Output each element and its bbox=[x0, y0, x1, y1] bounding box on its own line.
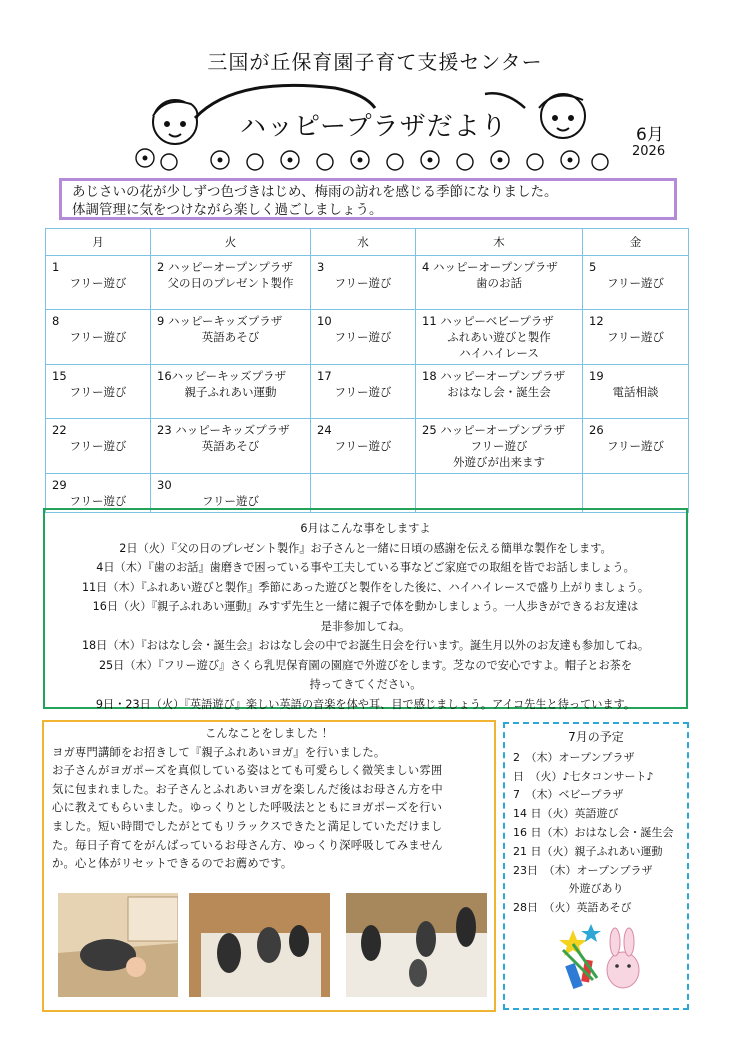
calendar-event: フリー遊び bbox=[69, 276, 127, 290]
july-item: 16 日（木）おはなし会・誕生会 bbox=[513, 825, 674, 839]
calendar-day-cell bbox=[583, 256, 689, 310]
calendar-day-cell bbox=[46, 474, 151, 513]
calendar-week-row bbox=[46, 474, 689, 513]
calendar-day-cell bbox=[583, 419, 689, 474]
calendar-day-heading: 18 ハッピーオープンプラザ bbox=[422, 369, 566, 383]
calendar-day-cell bbox=[583, 365, 689, 419]
month-label: 6月 bbox=[636, 125, 664, 145]
calendar-week-row bbox=[46, 365, 689, 419]
calendar-day-cell bbox=[46, 365, 151, 419]
calendar-event: フリー遊び bbox=[606, 276, 665, 290]
calendar-day-cell bbox=[151, 310, 311, 365]
calendar-day-heading: 5 bbox=[589, 260, 597, 274]
calendar-day-heading: 26 bbox=[589, 423, 604, 437]
calendar-event: 英語あそび bbox=[201, 330, 260, 344]
calendar-event: フリー遊び bbox=[606, 330, 665, 344]
july-item: 21 日（火）親子ふれあい運動 bbox=[513, 844, 663, 858]
calendar-event: 外遊びが出来ます bbox=[453, 455, 545, 469]
calendar-day-cell bbox=[311, 474, 416, 513]
july-title: 7月の予定 bbox=[568, 730, 624, 744]
calendar-day-cell bbox=[151, 419, 311, 474]
report-title: こんなことをしました ！ bbox=[205, 727, 333, 740]
calendar-day-cell bbox=[416, 474, 583, 513]
calendar-day-heading: 8 bbox=[52, 314, 60, 328]
plan-item: 16日（火）『親子ふれあい運動』みすず先生と一緒に親子で体を動かしましょう。一人歩きができるお友達は bbox=[92, 600, 639, 613]
plan-item: 18日（木）『おはなし会・誕生会』おはなし会の中でお誕生日会を行います。誕生月以外のお友達も参加してね。 bbox=[81, 639, 650, 652]
plan-item: 9日・23日（火）『英語遊び』楽しい英語の音楽を体や耳、目で感じましょう。アイコ先生と待っています。 bbox=[95, 697, 636, 711]
calendar-event: フリー遊び bbox=[69, 385, 127, 399]
yoga-photo bbox=[346, 893, 487, 997]
july-item: 23日 （木）オープンプラザ bbox=[513, 863, 653, 877]
calendar-day-heading: 3 bbox=[317, 260, 325, 274]
plan-item-continuation: 是非参加してね。 bbox=[320, 619, 411, 633]
greeting-box bbox=[59, 178, 677, 220]
calendar-day-heading: 17 bbox=[317, 369, 332, 383]
plan-item-continuation: 持ってきてください。 bbox=[309, 678, 422, 691]
calendar-day-cell bbox=[311, 256, 416, 310]
yoga-photo bbox=[189, 893, 330, 997]
june-plans-box bbox=[43, 508, 688, 709]
calendar-event: フリー遊び bbox=[606, 439, 665, 453]
calendar-day-heading: 9 ハッピーキッズプラザ bbox=[157, 314, 283, 328]
calendar-day-cell bbox=[416, 419, 583, 474]
calendar-header: 金 bbox=[583, 229, 689, 256]
calendar-event: フリー遊び bbox=[69, 330, 127, 344]
calendar-event: フリー遊び bbox=[69, 439, 127, 453]
july-schedule-box bbox=[503, 722, 689, 1010]
newsletter-title: ハッピープラザだより bbox=[240, 112, 508, 142]
calendar-day-cell bbox=[416, 256, 583, 310]
calendar-day-cell bbox=[583, 310, 689, 365]
calendar-day-heading: 22 bbox=[52, 423, 67, 437]
calendar-day-heading: 11 ハッピーベビープラザ bbox=[422, 314, 554, 328]
yoga-photo bbox=[58, 893, 178, 997]
calendar-day-heading: 4 ハッピーオープンプラザ bbox=[422, 260, 558, 274]
calendar-day-cell bbox=[46, 419, 151, 474]
org-name: 三国が丘保育園子育て支援センター bbox=[207, 50, 543, 74]
calendar-week-row bbox=[46, 419, 689, 474]
plan-item: 11日（木）『ふれあい遊びと製作』季節にあった遊びと製作をした後に、ハイハイレースで盛り上がりましょう。 bbox=[81, 580, 650, 594]
july-item: 28日 （火）英語あそび bbox=[513, 901, 632, 915]
calendar-header: 火 bbox=[151, 229, 311, 256]
calendar-day-heading: 29 bbox=[52, 478, 67, 492]
calendar-day-cell bbox=[311, 419, 416, 474]
calendar-event: 歯のお話 bbox=[476, 276, 522, 290]
calendar-event: フリー遊び bbox=[334, 330, 392, 344]
calendar-day-cell bbox=[311, 310, 416, 365]
calendar-day-heading: 2 ハッピーオープンプラザ bbox=[157, 260, 293, 274]
greeting-line: 体調管理に気をつけながら楽しく過ごしましょう。 bbox=[72, 202, 383, 218]
july-item: 7 （木）ベビープラザ bbox=[513, 788, 624, 802]
calendar-day-cell bbox=[583, 474, 689, 513]
plan-item: 2日（火）『父の日のプレゼント製作』お子さんと一緒に日頃の感謝を伝える簡単な製作をします。 bbox=[119, 541, 612, 555]
calendar-day-cell bbox=[151, 365, 311, 419]
calendar-event: 親子ふれあい運動 bbox=[184, 385, 277, 399]
calendar-day-heading: 25 ハッピーオープンプラザ bbox=[422, 423, 566, 437]
greeting-line: あじさいの花が少しずつ色づきはじめ、梅雨の訪れを感じる季節になりました。 bbox=[72, 184, 558, 200]
june-plans-title: 6月はこんな事をしますよ bbox=[300, 522, 431, 535]
calendar-day-cell bbox=[46, 310, 151, 365]
july-item: 外遊びあり bbox=[568, 882, 624, 896]
calendar-event: フリー遊び bbox=[334, 439, 392, 453]
calendar-day-cell bbox=[311, 365, 416, 419]
calendar-event: フリー遊び bbox=[69, 494, 127, 508]
calendar-week-row bbox=[46, 256, 689, 310]
calendar-table bbox=[45, 228, 689, 513]
calendar-day-heading: 1 bbox=[52, 260, 60, 274]
calendar-event: おはなし会・誕生会 bbox=[447, 385, 551, 399]
calendar-header: 水 bbox=[311, 229, 416, 256]
report-body: ヨガ専門講師をお招きして『親子ふれあいヨガ』を行いました。 お子さんがヨガポーズを真似している姿はとても可愛らしく微笑ましい雰囲 気に包まれました。お子さんとふれあいヨガを楽しんだ後はお母さん方を中 心に教えてもらいました。ゆっくりとした呼吸法とともにヨガポーズを行い ました。短い時間でしたがとてもリラックスできたと満足していただけまし た。毎日子育てをがんばっているお母さん方、ゆっくり深呼吸してみません か。心と体がリセットできるのでお薦めです。 bbox=[52, 745, 443, 871]
calendar-day-heading: 19 bbox=[589, 369, 604, 383]
calendar-day-cell bbox=[416, 365, 583, 419]
year-label: 2026 bbox=[632, 144, 666, 159]
flower-border bbox=[136, 149, 608, 170]
calendar-day-cell bbox=[151, 256, 311, 310]
calendar-day-heading: 15 bbox=[52, 369, 67, 383]
calendar-day-heading: 10 bbox=[317, 314, 332, 328]
calendar-day-heading: 30 bbox=[157, 478, 172, 492]
calendar-day-heading: 16ハッピーキッズプラザ bbox=[157, 369, 286, 383]
calendar-day-heading: 12 bbox=[589, 314, 604, 328]
july-item: 2 （木）オープンプラザ bbox=[513, 750, 635, 764]
calendar-header: 月 bbox=[46, 229, 151, 256]
calendar-day-heading: 23 ハッピーキッズプラザ bbox=[157, 423, 290, 437]
calendar-day-cell bbox=[46, 256, 151, 310]
july-item: 日 （火）♪七タコンサート♪ bbox=[513, 769, 654, 783]
tanabata-rabbit-illustration bbox=[553, 920, 649, 996]
calendar-event: ふれあい遊びと製作 bbox=[447, 330, 551, 344]
calendar-week-row bbox=[46, 310, 689, 365]
calendar-day-cell bbox=[151, 474, 311, 513]
calendar-event: フリー遊び bbox=[470, 439, 528, 453]
calendar-day-cell bbox=[416, 310, 583, 365]
calendar-event: 父の日のプレゼント製作 bbox=[167, 276, 294, 290]
calendar-header: 木 bbox=[416, 229, 583, 256]
calendar-header-row bbox=[46, 229, 689, 256]
plan-item: 4日（木）『歯のお話』歯磨きで困っている事や工夫している事などご家庭での取組を皆でお話しましょう。 bbox=[96, 561, 635, 574]
calendar-event: 英語あそび bbox=[201, 439, 260, 453]
calendar-event: 電話相談 bbox=[612, 385, 659, 399]
calendar-event: フリー遊び bbox=[334, 385, 392, 399]
calendar-day-heading: 24 bbox=[317, 423, 332, 437]
july-item: 14 日（火）英語遊び bbox=[513, 807, 619, 821]
calendar-event: フリー遊び bbox=[334, 276, 392, 290]
calendar-event: フリー遊び bbox=[201, 494, 260, 508]
plan-item: 25日（木）『フリー遊び』さくら乳児保育園の園庭で外遊びをします。芝なので安心ですよ。帽子とお茶を bbox=[98, 658, 633, 672]
calendar-event: ハイハイレース bbox=[459, 346, 539, 360]
